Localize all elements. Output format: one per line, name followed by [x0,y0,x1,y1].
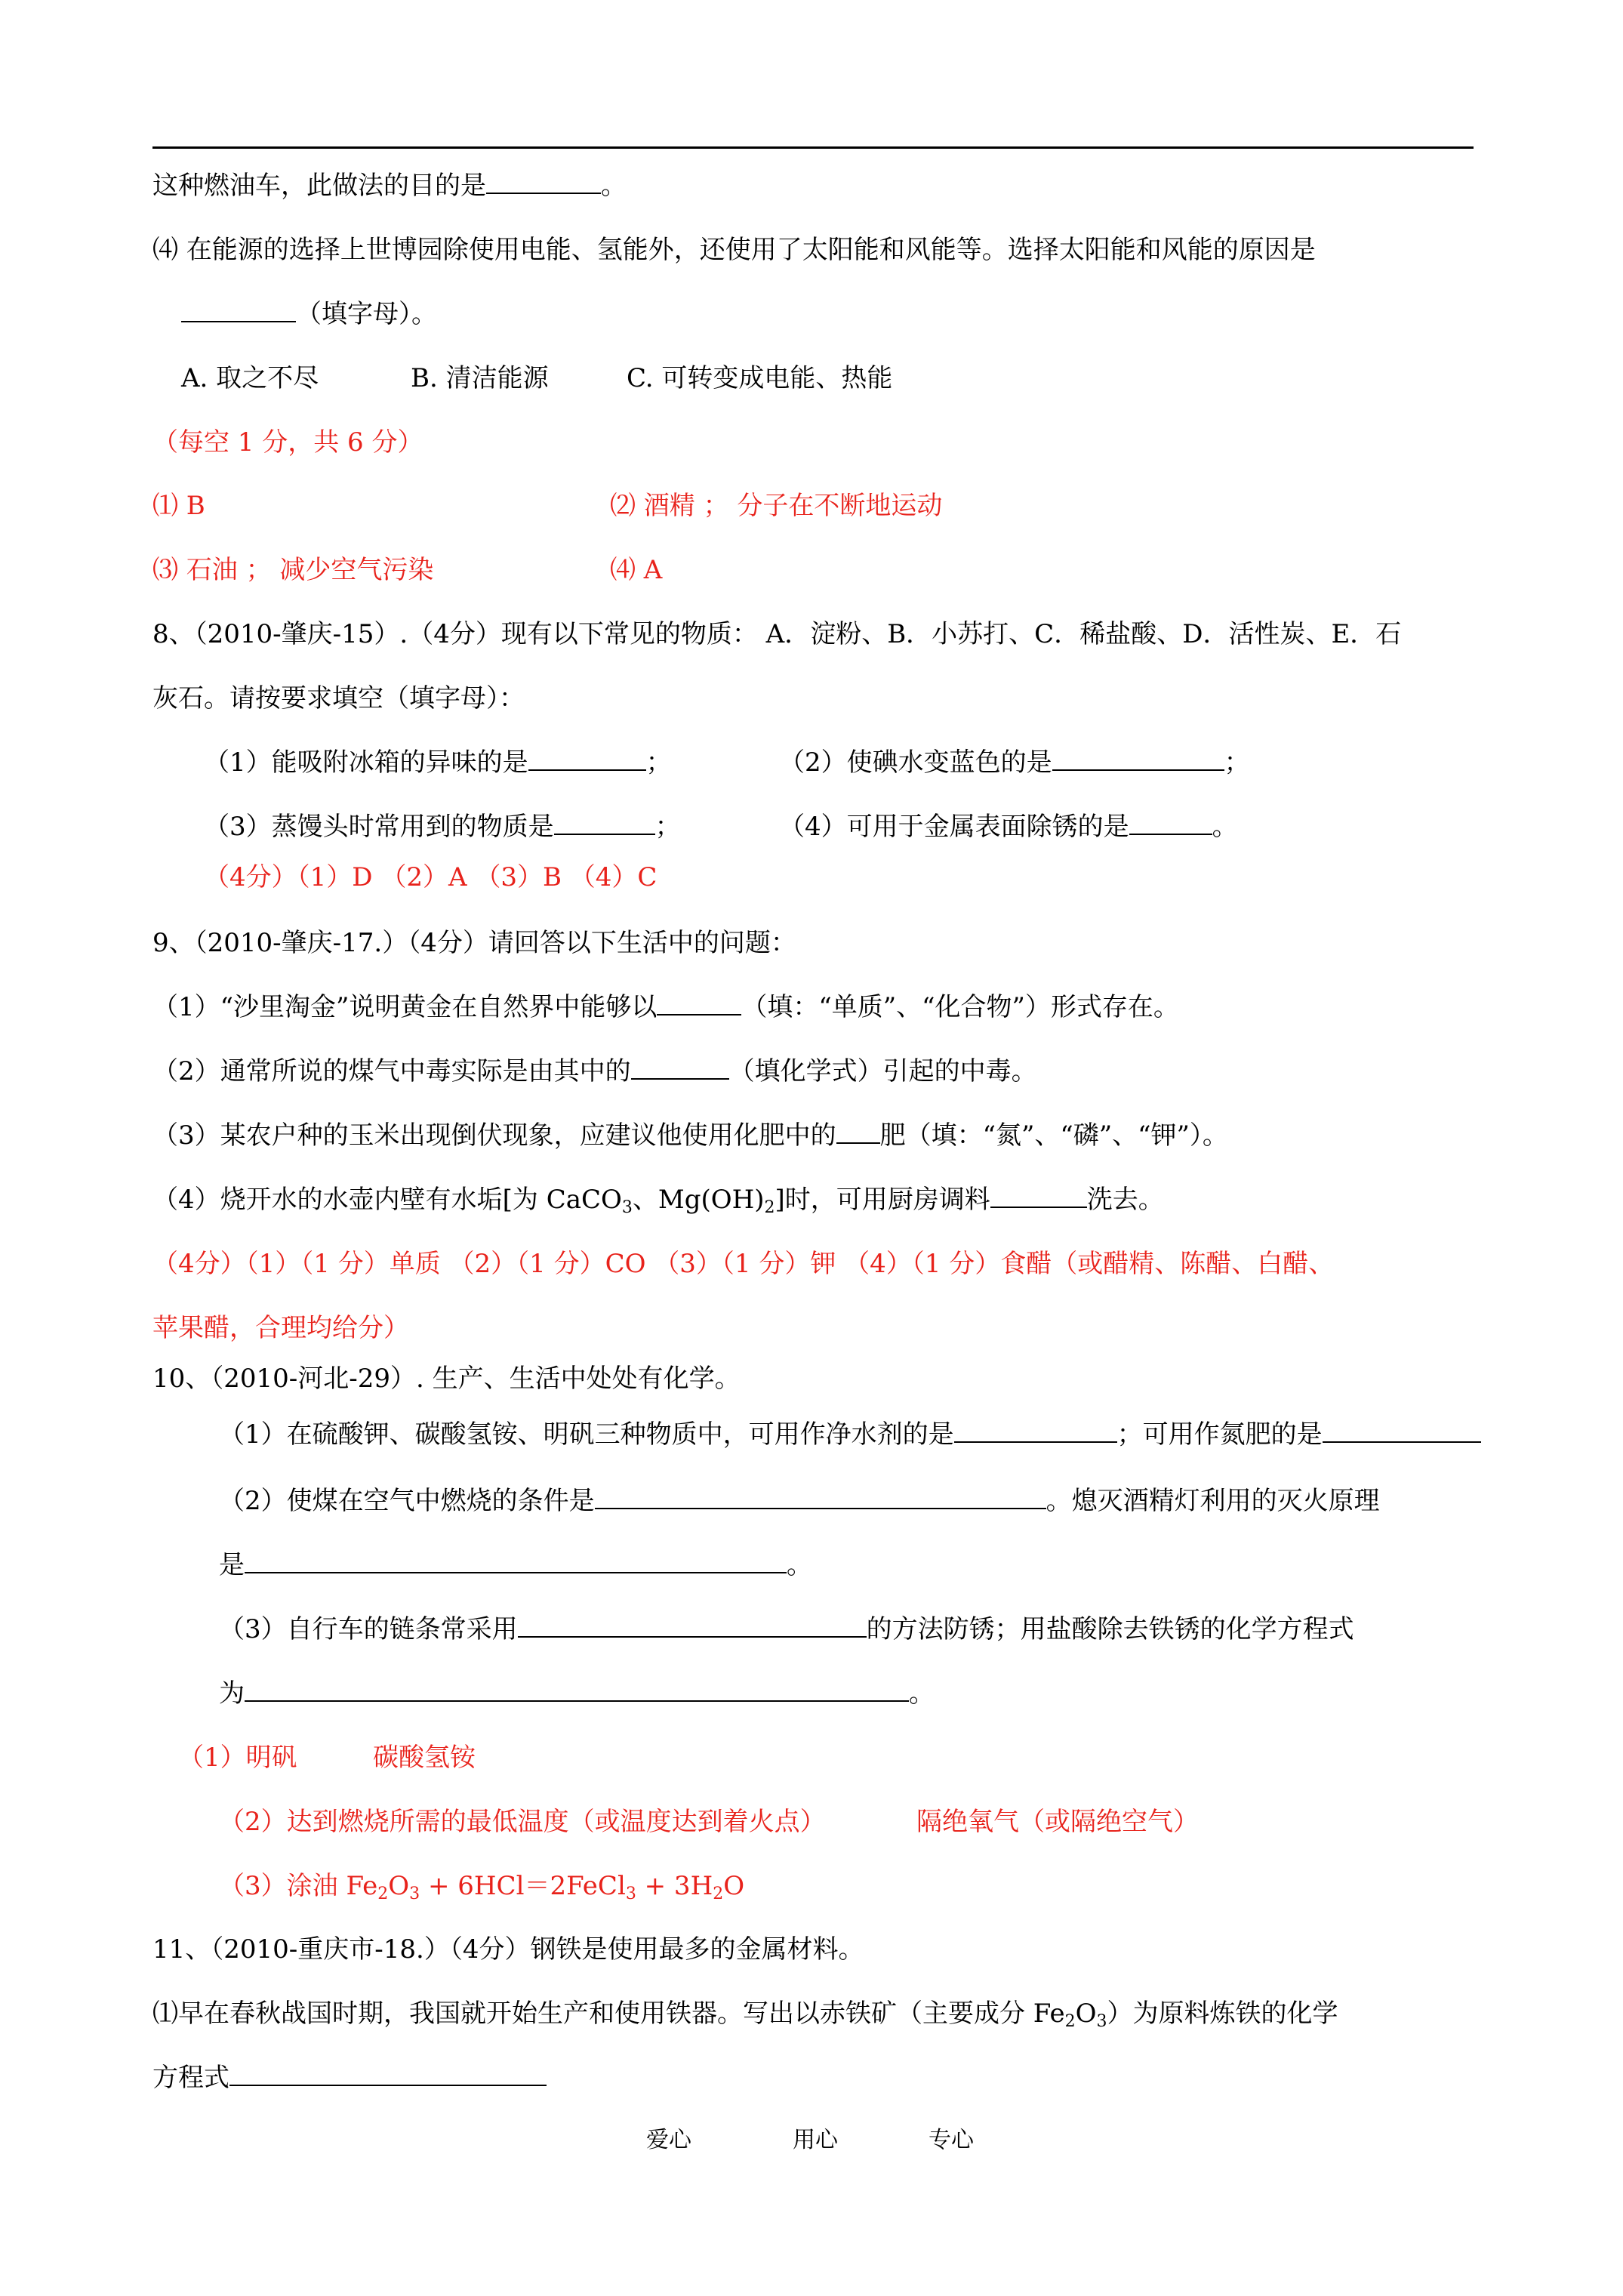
q9-sub4-end: 洗去。 [1086,1185,1164,1215]
q9-sub4-text2: ]时，可用厨房调料 [775,1185,990,1215]
q10-stem: 10、（2010-河北-29）. 生产、生活中处处有化学。 [152,1364,741,1394]
punct: ； [1224,747,1250,778]
q8-answer: （4分）（1）D （2）A （3）B （4）C [204,862,658,892]
answer-blank[interactable] [1323,1419,1481,1443]
q9-stem: 9、（2010-肇庆-17.）（4分）请回答以下生活中的问题： [152,928,796,958]
answer-blank[interactable] [245,1678,909,1702]
q7-answer-3: ⑶ 石油 ； 减少空气污染 [152,555,434,585]
footer-text-2: 用心 [793,2127,838,2153]
punct: 。 [909,1678,935,1709]
q7-answer-header: （每空 1 分，共 6 分） [152,427,423,458]
subscript: 3 [621,1198,633,1217]
q10-answer-3 [219,1869,744,1911]
answer-blank[interactable] [518,1613,867,1638]
header-rule [152,146,1474,149]
q10-sub3-cont [219,1677,935,1710]
punct: ； [654,812,681,842]
subscript: 3 [409,1885,420,1903]
formula: O [388,1871,410,1901]
q10-sub3-text: （3）自行车的链条常采用 [219,1614,518,1644]
q9-sub4-text: （4）烧开水的水壶内壁有水垢[为 CaCO [152,1185,622,1215]
q10-sub2 [219,1484,1380,1518]
q11-sub1-cont [152,2061,547,2094]
answer-blank[interactable] [836,1120,880,1144]
q10-sub3-text2: 的方法防锈；用盐酸除去铁锈的化学方程式 [866,1614,1354,1644]
q7-line1-end: 。 [601,171,627,201]
answer-blank[interactable] [554,811,655,835]
q7-answer-2: ⑵ 酒精 ； 分子在不断地运动 [610,491,943,521]
answer-blank[interactable] [1129,811,1212,835]
subscript: 2 [377,1885,389,1903]
subscript: 2 [764,1198,775,1217]
answer-blank[interactable] [990,1184,1087,1208]
formula: O [723,1871,745,1901]
q7-answer-4: ⑷ A [610,555,663,585]
q11-sub1-text2: ）为原料炼铁的化学 [1107,1999,1338,2029]
q10-answer-3-text: （3）涂油 Fe [219,1871,378,1901]
formula: + 3H [636,1871,713,1901]
q10-answer-1b: 碳酸氢铵 [373,1743,476,1773]
subscript: 2 [713,1885,724,1903]
q10-sub3-text3: 为 [219,1678,245,1709]
footer-text-3: 专心 [929,2127,974,2153]
q10-answer-1a: （1）明矾 [178,1743,297,1773]
q7-sub4-line1: ⑷ 在能源的选择上世博园除使用电能、氢能外，还使用了太阳能和风能等。选择太阳能和风能的原因是 [152,235,1316,265]
answer-blank[interactable] [1052,747,1224,771]
punct: 。 [787,1550,812,1580]
q8-sub4: （4）可用于金属表面除锈的是 [779,812,1129,842]
punct: 。 [1212,812,1238,842]
formula: O [1075,1999,1097,2029]
answer-blank[interactable] [954,1419,1117,1443]
q11-sub1-text: ⑴早在春秋战国时期，我国就开始生产和使用铁器。写出以赤铁矿（主要成分 Fe [152,1999,1065,2029]
q10-answer-2b: 隔绝氧气（或隔绝空气） [916,1807,1199,1837]
answer-blank[interactable] [631,1056,729,1080]
answer-blank[interactable] [245,1549,787,1573]
q10-sub1-text: （1）在硫酸钾、碳酸氢铵、明矾三种物质中，可用作净水剂的是 [219,1419,954,1450]
q10-sub2-text: （2）使煤在空气中燃烧的条件是 [219,1486,595,1516]
formula: + 6HCl＝2FeCl [420,1871,626,1901]
q9-sub1-hint: （填：“单质”、“化合物”）形式存在。 [741,992,1179,1022]
q10-answer-2a: （2）达到燃烧所需的最低温度（或温度达到着火点） [219,1807,826,1837]
subscript: 2 [1064,2012,1076,2031]
q11-stem: 11、（2010-重庆市-18.）（4分）钢铁是使用最多的金属材料。 [152,1934,864,1965]
q7-sub4-hint: （填字母）。 [296,299,437,329]
answer-blank[interactable] [657,991,741,1015]
q8-sub2: （2）使碘水变蓝色的是 [779,747,1052,778]
q10-sub1 [219,1418,1481,1451]
q11-sub1 [152,1997,1338,2039]
answer-blank[interactable] [486,170,601,194]
q9-answer-line1: （4分）（1）（1 分）单质 （2）（1 分）CO （3）（1 分）钾 （4）（1 分）食醋（或醋精、陈醋、白醋、 [152,1249,1335,1279]
q9-sub4 [152,1183,1164,1225]
q9-sub3-text: （3）某农户种的玉米出现倒伏现象，应建议他使用化肥中的 [152,1120,836,1151]
q9-sub1 [152,991,1179,1024]
q8-sub1: （1）能吸附冰箱的异味的是 [204,747,528,778]
q9-sub4-formula: 、Mg(OH) [632,1185,765,1215]
q10-sub2-text3: 是 [219,1550,245,1580]
answer-blank[interactable] [528,747,646,771]
q8-sub3: （3）蒸馒头时常用到的物质是 [204,812,554,842]
q9-sub3-hint: 肥（填：“氮”、“磷”、“钾”）。 [879,1120,1228,1151]
q10-sub1-text2: ；可用作氮肥的是 [1116,1419,1323,1450]
answer-blank[interactable] [229,2062,547,2086]
punct: ； [645,747,672,778]
answer-blank[interactable] [181,298,296,322]
q8-stem-line1: 8、（2010-肇庆-15）.（4分）现有以下常见的物质： A．淀粉、B．小苏打、C．稀盐酸、D．活性炭、E．石 [152,619,1402,649]
q7-line1-text: 这种燃油车，此做法的目的是 [152,171,486,201]
option-b: B. 清洁能源 [411,363,549,393]
option-c: C. 可转变成电能、热能 [627,363,893,393]
q10-sub2-text2: 。熄灭酒精灯利用的灭火原理 [1046,1486,1380,1516]
subscript: 3 [625,1885,636,1903]
answer-blank[interactable] [595,1485,1046,1509]
option-a: A. 取之不尽 [181,363,319,393]
footer-text-1: 爱心 [646,2127,691,2153]
q10-sub2-cont [219,1549,812,1582]
q9-sub2-hint: （填化学式）引起的中毒。 [728,1056,1037,1086]
q7-sub4-line2 [181,297,437,331]
q9-sub2 [152,1055,1037,1088]
q11-sub1-text3: 方程式 [152,2063,229,2093]
q7-answer-1: ⑴ B [152,491,205,521]
q9-answer-line2: 苹果醋，合理均给分） [152,1313,409,1343]
q8-stem-line2: 灰石。请按要求填空（填字母）： [152,683,525,713]
q7-line1 [152,169,627,202]
subscript: 3 [1096,2012,1107,2031]
q10-sub3 [219,1613,1354,1646]
q9-sub2-text: （2）通常所说的煤气中毒实际是由其中的 [152,1056,631,1086]
q9-sub3 [152,1119,1228,1152]
q9-sub1-text: （1）“沙里淘金”说明黄金在自然界中能够以 [152,992,658,1022]
